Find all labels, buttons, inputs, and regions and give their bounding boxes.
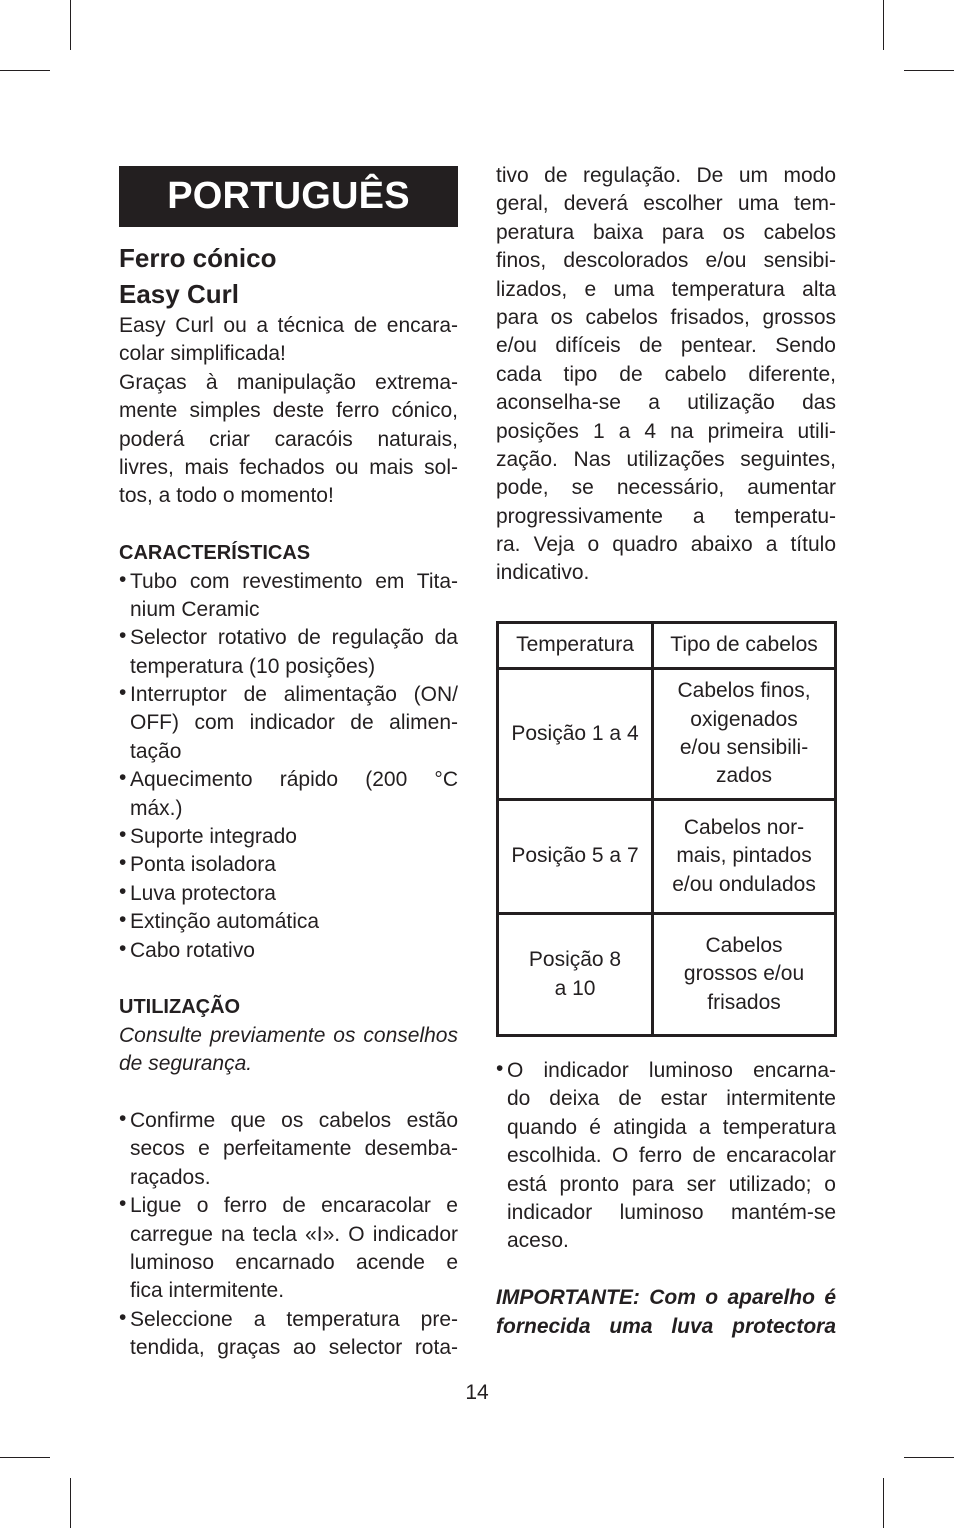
bullet-icon: • [119, 624, 127, 648]
list-item: • Aquecimento rápido (200 °C máx.) [119, 766, 458, 820]
text-line: finos, descolorados e/ou sensibi- [496, 249, 836, 273]
bullet-icon: • [496, 1057, 504, 1080]
usage-note: Consulte previamente os conselhos de segurança. [119, 1023, 458, 1076]
list-item: • O indicador luminoso encarna- do deixa de estar intermitente quando é atingida a temperatura escolhida. O ferro de encaracolar está pronto para ser utilizado; o indicador luminoso mantém-se aceso. [496, 1057, 836, 1253]
table-cell: Posição 5 a 7 [498, 800, 653, 914]
list-item: • Tubo com revestimento em Tita- nium Ceramic [119, 567, 458, 621]
table-header-cell: Temperatura [498, 623, 653, 669]
text-line: e/ou difíceis de pentear. Sendo [496, 334, 836, 358]
list-item: • Cabo rotativo [119, 936, 255, 962]
right-column [496, 162, 836, 588]
features-title: CARACTERÍSTICAS [119, 542, 311, 565]
product-heading-line: Ferro cónico [119, 243, 277, 273]
text-line: ra. Veja o quadro abaixo a título [496, 533, 836, 557]
text-line: cada tipo de cabelo diferente, [496, 362, 836, 386]
text-line: Graças à manipulação extrema- [119, 370, 458, 394]
product-heading-line: Easy Curl [119, 279, 239, 309]
list-item: • Interruptor de alimentação (ON/ OFF) com indicador de alimen- tação [119, 681, 458, 763]
table-cell: Posição 1 a 4 [498, 669, 653, 800]
bullet-icon: • [119, 936, 127, 960]
continuation-text [496, 162, 836, 588]
table-cell: Cabelos finos, oxigenados e/ou sensibili- zados [653, 669, 836, 800]
left-column [119, 166, 458, 1362]
bullet-icon: • [119, 1106, 127, 1130]
text-line: aconselha-se a utilização das [496, 391, 836, 415]
text-line: para os cabelos frisados, grossos [496, 305, 836, 329]
text-line: pode, se necessário, aumentar [496, 476, 836, 500]
text-line: lizados, e uma temperatura alta [496, 277, 836, 301]
list-item: • Luva protectora [119, 879, 276, 905]
text-line: tivo de regulação. De um modo [496, 164, 836, 187]
text-line: geral, deverá escolher uma tem- [496, 192, 836, 216]
table-cell: Cabelos nor- mais, pintados e/ou ondulados [653, 800, 836, 914]
table-header-cell: Tipo de cabelos [653, 623, 836, 669]
list-item: • Confirme que os cabelos estão secos e perfeitamente desemba- raçados. [119, 1106, 458, 1189]
right-column-lower [496, 1057, 836, 1341]
text-line: tos, a todo o momento! [119, 484, 334, 508]
table-cell: Posição 8 a 10 [498, 914, 653, 1036]
important-note: IMPORTANTE: Com o aparelho é fornecida uma luva protectora [496, 1286, 836, 1338]
text-line: Easy Curl ou a técnica de encara- [119, 314, 458, 337]
table-row [498, 914, 836, 1036]
text-line: posições 1 a 4 na primeira utili- [496, 419, 836, 443]
crop-mark [883, 1478, 884, 1528]
crop-mark [883, 0, 884, 50]
list-item: • Ligue o ferro de encaracolar e carregue na tecla «I». O indicador luminoso encarnado acende e fica intermitente. [119, 1192, 458, 1303]
bullet-icon: • [119, 1192, 127, 1216]
list-item: • Suporte integrado [119, 823, 297, 849]
bullet-icon: • [119, 681, 127, 705]
features-list [119, 568, 458, 965]
crop-mark [904, 1457, 954, 1458]
text-line: poderá criar caracóis naturais, [119, 427, 458, 451]
crop-mark [0, 70, 50, 71]
crop-mark [70, 1478, 71, 1528]
text-line: progressivamente a temperatu- [496, 504, 836, 528]
table-header-row [498, 623, 836, 669]
table-cell: Cabelos grossos e/ou frisados [653, 914, 836, 1036]
text-line: indicativo. [496, 561, 590, 585]
bullet-icon: • [119, 879, 127, 903]
bullet-icon: • [119, 908, 127, 932]
usage-steps [119, 1107, 458, 1363]
bullet-icon: • [119, 567, 127, 591]
table-row [498, 669, 836, 800]
language-banner: PORTUGUÊS [119, 166, 458, 227]
list-item: • Seleccione a temperatura pre- tendida, graças ao selector rota- [119, 1305, 458, 1360]
bullet-icon: • [119, 1305, 127, 1329]
list-item: • Ponta isoladora [119, 851, 276, 877]
bullet-icon: • [119, 823, 127, 847]
text-line: livres, mais fechados ou mais sol- [119, 455, 458, 479]
text-line: peratura baixa para os cabelos [496, 220, 836, 244]
crop-mark [70, 0, 71, 50]
bullet-icon: • [119, 851, 127, 875]
text-line: mente simples deste ferro cónico, [119, 399, 458, 423]
list-item: • Selector rotativo de regulação da temperatura (10 posições) [119, 624, 458, 678]
bullet-icon: • [119, 766, 127, 790]
usage-title: UTILIZAÇÃO [119, 996, 241, 1019]
page-number: 14 [465, 1381, 489, 1404]
text-line: zação. Nas utilizações seguintes, [496, 447, 836, 471]
list-item: • Extinção automática [119, 908, 320, 934]
temperature-table [496, 621, 837, 1037]
intro-text [119, 312, 458, 511]
crop-mark [0, 1457, 50, 1458]
product-heading [119, 240, 458, 312]
table-row [498, 800, 836, 914]
crop-mark [904, 70, 954, 71]
text-line: colar simplificada! [119, 342, 286, 366]
